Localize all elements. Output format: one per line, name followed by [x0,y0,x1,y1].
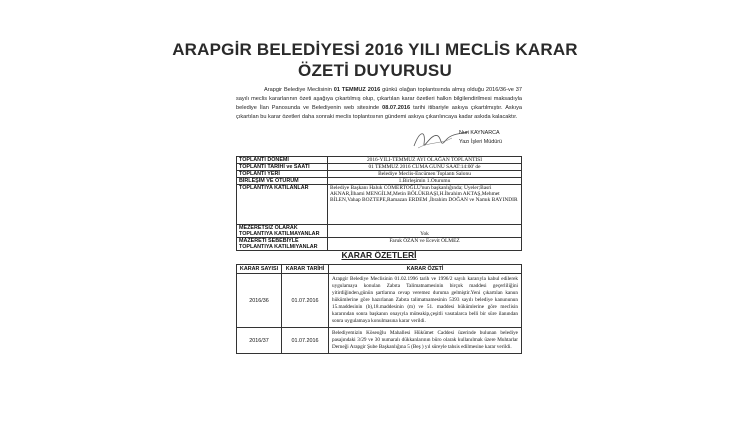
header-decision-summary: KARAR ÖZETİ [329,265,522,274]
decision-date: 01.07.2016 [282,328,329,354]
table-row [237,274,522,328]
info-row [237,157,522,164]
meeting-info-table [236,156,522,251]
info-label: TOPLANTI DÖNEMİ [237,157,328,164]
meeting-date-bold: 01 TEMMUZ 2016 [333,87,381,93]
info-value: 1.Birleşimin 1.Oturumu [328,178,522,185]
decision-summary: Arapgir Belediye Meclisinin 01.02.1996 tarih ve 1996/2 sayılı kararıyla kabul edilerek uygulamaya konulan Zabıta Talimatnamesinin birçok maddesi geçerliliğini yitirdiğinden,günün şartlarına cevap veremez duruma gelmiştir.Yeni çıkartılan kanun hükümlerine göre hazırlanan Zabıta talimatnamesinin 5393 sayılı belediye kanununun 15.maddesinin (b),18.maddesinin (m) ve 51. maddesi hükümlerine göre meclisin kararından sonra başkanın onayıyla müteakip,çeşitli vasıtalarca belli bir süre ilanından sonra uygulamaya konulmasına karar verildi. [329,274,522,328]
decisions-table [236,264,522,354]
info-row [237,164,522,171]
intro-paragraph [236,86,522,122]
header-decision-no: KARAR SAYISI [237,265,282,274]
info-row [237,171,522,178]
info-row [237,178,522,185]
info-label: TOPLANTI TARİHİ ve SAATİ [237,164,328,171]
posting-date-bold: 08.07.2016 [382,105,411,111]
info-label: MAZERETİ SEBEBİYLE TOPLANTIYA KATILMIYANLAR [237,238,328,251]
decision-no: 2016/37 [237,328,282,354]
info-row [237,238,522,251]
info-row [237,185,522,225]
section-title: KARAR ÖZETLERİ [341,250,417,260]
signature-name: Nuri KAYNARCA [459,130,500,136]
intro-text-e: tarihi itibariyle askıya çıkartılmıştır. Askıya çıkartılan bu karar özetleri daha sonraki meclis toplantısının gündemi askıya çıkarılıncaya kadar askıda kalacaktır. [236,105,522,120]
decision-date: 01.07.2016 [282,274,329,328]
info-value: Belediye Meclis-Encümen Toplantı Salonu [328,171,522,178]
info-value: 2016-YILI-TEMMUZ AYI OLAĞAN TOPLANTISI [328,157,522,164]
info-label: BİRLEŞİM VE OTURUM [237,178,328,185]
table-row [237,328,522,354]
decisions-header-row [237,265,522,274]
info-value: Belediye Başkanı Haluk CÖMERTOĞLU'nun başkanlığında; Üyeler;Basri AKNAR,İlhami MENGİLM,Metin BÖLÜKBAŞI,H.İbrahim AKTAŞ,Mehmet BİLEN,Vahap BOZTEPE,Ramazan ERDEM ,İbrahim DOĞAN ve Namık BAYINDIR [328,185,522,225]
info-row [237,225,522,238]
header-decision-date: KARAR TARİHİ [282,265,329,274]
info-value: Faruk ÖZAN ve Ecevit ÖLMEZ [328,238,522,251]
info-value: Yok [328,225,522,238]
intro-text-a: Arapgir Belediye Meclisinin [264,87,334,93]
document-title-line2: ÖZETİ DUYURUSU [298,61,452,80]
document-title-line1: ARAPGİR BELEDİYESİ 2016 YILI MECLİS KARAR [172,40,578,59]
decision-summary: Belediyemizin Köseoğlu Mahallesi Hükümet Caddesi üzerinde bulunan belediye pasajındaki 3/29 ve 30 numaralı dükkanlarının büro olarak kullanılmak üzere Muhtarlar Derneği Arapgir Şube Başkanlığına 5 (Beş ) yıl süreyle tahsis edilmesine karar verildi. [329,328,522,354]
info-label: TOPLANTIYA KATILANLAR [237,185,328,225]
signature-role: Yazı İşleri Müdürü [459,139,503,145]
info-label: MEZERETSİZ OLARAK TOPLANTIYA KATILMAYANLAR [237,225,328,238]
info-value: 01 TEMMUZ 2016 CUMA GÜNÜ SAAT:14:00' de [328,164,522,171]
info-label: TOPLANTI YERİ [237,171,328,178]
decision-no: 2016/36 [237,274,282,328]
intro-text-c: günkü olağan toplantısında almış olduğu 2016/36-ve 37 sayılı meclis kararlarının özeti aşağıya çıkartılmış olup, çıkartılan karar özetleri halkın bilgilendirilmesi maksadıyla belediye İlan Panosunda ve Belediyenin web sitesinde [236,87,522,111]
